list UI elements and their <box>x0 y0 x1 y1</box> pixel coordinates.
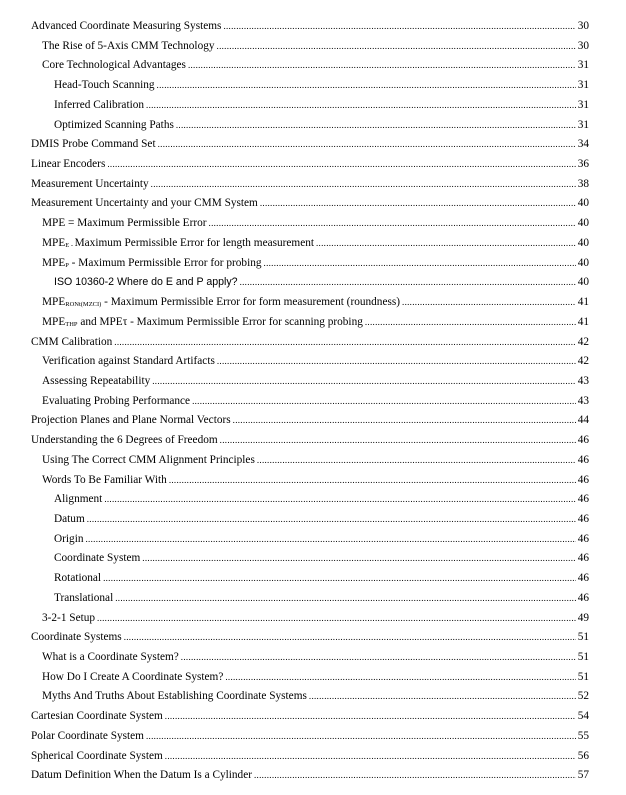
title-text: CMM Calibration <box>31 335 113 348</box>
dot-leader <box>169 474 576 486</box>
title-text: MPE <box>42 296 66 309</box>
toc-entry[interactable] <box>54 487 589 505</box>
toc-entry[interactable] <box>31 625 589 643</box>
page-number: 42 <box>577 355 589 368</box>
title-text: 3-2-1 Setup <box>42 611 96 624</box>
dot-leader <box>181 651 576 663</box>
page-number: 46 <box>577 473 589 486</box>
title-text: MPE = Maximum Permissible Error <box>42 217 207 230</box>
title-text: Core Technological Advantages <box>42 59 186 72</box>
page-number: 43 <box>577 374 589 387</box>
dot-leader <box>254 769 576 781</box>
subscript: P <box>65 261 69 269</box>
page-number: 51 <box>577 631 589 644</box>
toc-entry-title <box>31 158 105 170</box>
title-text: - Maximum Permissible Error for probing <box>68 256 262 269</box>
title-text: MPE <box>42 236 66 249</box>
toc-entry-title <box>31 138 156 150</box>
dot-leader <box>86 533 576 545</box>
dot-leader <box>365 316 576 328</box>
dot-leader <box>158 138 576 150</box>
dot-leader <box>309 690 576 702</box>
toc-entry[interactable] <box>31 428 589 446</box>
toc-entry[interactable] <box>42 231 589 249</box>
title-text: Datum <box>54 513 85 525</box>
toc-entry[interactable] <box>42 468 589 486</box>
dot-leader <box>240 276 576 288</box>
dot-leader <box>233 414 576 426</box>
page-number: 36 <box>577 158 589 171</box>
toc-entry[interactable] <box>42 645 589 663</box>
page-number: 34 <box>577 138 589 151</box>
page-number: 38 <box>577 177 589 190</box>
dot-leader <box>217 40 576 52</box>
toc-entry[interactable] <box>54 566 589 584</box>
toc-entry[interactable] <box>31 172 589 190</box>
toc-entry[interactable] <box>42 389 589 407</box>
toc-entry-title <box>42 355 215 367</box>
toc-entry-title <box>42 237 314 249</box>
dot-leader <box>188 59 576 71</box>
dot-leader <box>257 454 576 466</box>
page-number: 40 <box>577 276 589 289</box>
toc-entry-title <box>31 769 252 781</box>
dot-leader <box>165 710 576 722</box>
toc-entry-title <box>42 40 215 52</box>
title-text: Advanced Coordinate Measuring Systems <box>31 20 222 32</box>
toc-entry-title <box>54 276 238 288</box>
toc-entry-title <box>42 296 400 308</box>
title-text: How Do I Create A Coordinate System? <box>42 670 224 683</box>
dot-leader <box>220 434 576 446</box>
toc-entry[interactable] <box>42 349 589 367</box>
title-text: Coordinate Systems <box>31 631 122 644</box>
toc-entry-title <box>54 572 101 584</box>
toc-entry[interactable] <box>54 270 589 288</box>
dot-leader <box>114 336 575 348</box>
title-text: Linear Encoders <box>31 158 106 171</box>
toc-entry-title <box>31 178 149 190</box>
toc-entry-title <box>31 336 112 348</box>
page-number: 31 <box>577 79 589 92</box>
title-text: Projection Planes and Plane Normal Vectors <box>31 414 231 427</box>
toc-entry[interactable] <box>31 330 589 348</box>
page-number: 55 <box>577 729 589 742</box>
page-number: 52 <box>577 690 589 703</box>
title-text: Alignment <box>54 493 103 506</box>
title-text: Measurement Uncertainty <box>31 177 149 190</box>
toc-entry[interactable] <box>31 191 589 209</box>
title-text: Maximum Permissible Error for length measurement <box>74 236 314 249</box>
dot-leader <box>152 375 575 387</box>
dot-leader <box>107 158 575 170</box>
toc-entry[interactable] <box>42 606 589 624</box>
toc-entry[interactable] <box>54 93 589 111</box>
toc-entry-title <box>42 612 95 624</box>
page-number: 46 <box>577 453 589 466</box>
toc-entry-title <box>31 730 144 742</box>
title-text: Using The Correct CMM Alignment Principles <box>42 453 255 466</box>
page-number: 46 <box>577 532 589 545</box>
toc-entry-title <box>42 454 255 466</box>
dot-leader <box>104 493 575 505</box>
title-text: MPE <box>42 315 66 328</box>
dot-leader <box>165 750 576 762</box>
toc-entry-title <box>31 197 258 209</box>
toc-entry[interactable] <box>42 448 589 466</box>
toc-entry-title <box>42 316 363 328</box>
dot-leader <box>217 355 576 367</box>
page-number: 46 <box>577 572 589 585</box>
toc-entry[interactable] <box>31 704 589 722</box>
toc-entry[interactable] <box>31 132 589 150</box>
title-text: Myths And Truths About Establishing Coordinate Systems <box>42 690 307 703</box>
dot-leader <box>176 119 576 131</box>
toc-entry[interactable] <box>54 586 589 604</box>
title-text: Origin <box>54 532 84 545</box>
toc-entry[interactable] <box>31 408 589 426</box>
dot-leader <box>146 99 576 111</box>
dot-leader <box>316 237 576 249</box>
title-text: Coordinate System <box>54 552 141 565</box>
subscript: THP <box>65 320 78 328</box>
title-text: MPE <box>42 256 66 269</box>
title-text: Spherical Coordinate System <box>31 749 163 762</box>
toc-entry[interactable] <box>42 369 589 387</box>
subscript: E - <box>65 241 75 249</box>
title-text: Rotational <box>54 572 102 585</box>
title-text: Measurement Uncertainty and your CMM System <box>31 197 258 210</box>
page-number: 41 <box>577 296 589 309</box>
page-number: 57 <box>577 769 589 782</box>
page-number: 54 <box>577 710 589 723</box>
toc-entry-title <box>54 119 174 131</box>
page-number: 30 <box>577 20 589 32</box>
toc-entry[interactable] <box>42 211 589 229</box>
toc-entry-title <box>42 671 223 683</box>
toc-entry-title <box>54 592 113 604</box>
page-number: 42 <box>577 335 589 348</box>
title-text: The Rise of 5-Axis CMM Technology <box>42 39 215 52</box>
title-text: DMIS Probe Command Set <box>31 138 156 151</box>
toc-entry-title <box>54 552 140 564</box>
page-number: 46 <box>577 493 589 506</box>
page-number: 56 <box>577 749 589 762</box>
dot-leader <box>260 197 576 209</box>
dot-leader <box>223 20 575 32</box>
page-number: 46 <box>577 591 589 604</box>
page-number: 40 <box>577 236 589 249</box>
dot-leader <box>142 552 575 564</box>
title-text: Evaluating Probing Performance <box>42 394 191 407</box>
title-text: Optimized Scanning Paths <box>54 118 174 131</box>
toc-entry-title <box>54 533 84 545</box>
page-number: 46 <box>577 513 589 525</box>
toc-entry[interactable] <box>54 507 589 525</box>
dot-leader <box>402 296 576 308</box>
title-text: Inferred Calibration <box>54 98 145 111</box>
toc-entry[interactable] <box>42 53 589 71</box>
dot-leader <box>151 178 576 190</box>
toc-entry[interactable] <box>31 744 589 762</box>
toc-entry-title <box>54 493 102 505</box>
toc-entry-title <box>42 651 179 663</box>
toc-entry-title <box>31 434 218 446</box>
toc-entry[interactable] <box>42 310 589 328</box>
dot-leader <box>97 612 576 624</box>
dot-leader <box>225 671 575 683</box>
title-text: What is a Coordinate System? <box>42 651 179 664</box>
dot-leader <box>192 395 576 407</box>
toc-entry-title <box>42 59 186 71</box>
toc-entry[interactable] <box>31 152 589 170</box>
dot-leader <box>87 513 576 525</box>
toc-entry-title <box>54 79 155 91</box>
dot-leader <box>124 631 576 643</box>
toc-entry[interactable] <box>42 290 589 308</box>
toc-entry[interactable] <box>42 684 589 702</box>
title-text: Verification against Standard Artifacts <box>42 355 215 368</box>
title-text: Head-Touch Scanning <box>54 79 155 92</box>
page-number: 46 <box>577 434 589 447</box>
page-number: 31 <box>577 98 589 111</box>
title-text: Polar Coordinate System <box>31 729 144 742</box>
toc-entry-title <box>42 257 262 269</box>
title-text: - Maximum Permissible Error for form measurement (roundness) <box>101 296 401 309</box>
toc-entry[interactable] <box>54 527 589 545</box>
toc-entry-title <box>42 395 190 407</box>
page-number: 44 <box>577 414 589 427</box>
dot-leader <box>115 592 575 604</box>
toc-entry[interactable] <box>54 113 589 131</box>
toc-entry[interactable] <box>31 14 589 32</box>
page-number: 31 <box>577 118 589 131</box>
dot-leader <box>103 572 576 584</box>
page-number: 30 <box>577 39 589 52</box>
toc-entry-title <box>31 710 163 722</box>
title-text: Understanding the 6 Degrees of Freedom <box>31 434 218 447</box>
toc-entry[interactable] <box>54 546 589 564</box>
toc-entry-title <box>31 414 231 426</box>
dot-leader <box>157 79 576 91</box>
toc-entry-title <box>54 513 85 525</box>
page-number: 40 <box>577 256 589 269</box>
toc-entry-title <box>31 631 122 643</box>
toc-entry-title <box>42 690 307 702</box>
toc-entry-title <box>31 20 221 32</box>
toc-entry-title <box>42 375 150 387</box>
toc-entry[interactable] <box>54 73 589 91</box>
dot-leader <box>264 257 576 269</box>
title-text: Datum Definition When the Datum Is a Cylinder <box>31 769 252 782</box>
page-number: 51 <box>577 670 589 683</box>
page-number: 49 <box>577 611 589 624</box>
toc-entry-title <box>42 217 207 229</box>
title-text: Cartesian Coordinate System <box>31 710 163 723</box>
page-number: 40 <box>577 197 589 210</box>
page-number: 31 <box>577 59 589 72</box>
toc-entry-title <box>42 474 167 486</box>
toc-entry[interactable] <box>42 665 589 683</box>
page-number: 43 <box>577 394 589 407</box>
toc-entry[interactable] <box>31 724 589 742</box>
dot-leader <box>146 730 576 742</box>
page-number: 40 <box>577 217 589 230</box>
page-number: 51 <box>577 651 589 664</box>
toc-entry[interactable] <box>31 763 589 781</box>
toc-entry-title <box>54 99 144 111</box>
title-text: Translational <box>54 591 114 604</box>
title-text: and MPEτ - Maximum Permissible Error for scanning probing <box>77 315 363 328</box>
toc-entry[interactable] <box>42 251 589 269</box>
page-number: 46 <box>577 552 589 565</box>
title-text: Words To Be Familiar With <box>42 473 167 486</box>
toc-entry-title <box>31 750 163 762</box>
title-text: ISO 10360-2 Where do E and P apply? <box>54 276 238 289</box>
title-text: Assessing Repeatability <box>42 374 151 387</box>
page-number: 41 <box>577 315 589 328</box>
toc-entry[interactable] <box>42 34 589 52</box>
subscript: RONt(MZCI) <box>65 301 102 309</box>
dot-leader <box>209 217 576 229</box>
